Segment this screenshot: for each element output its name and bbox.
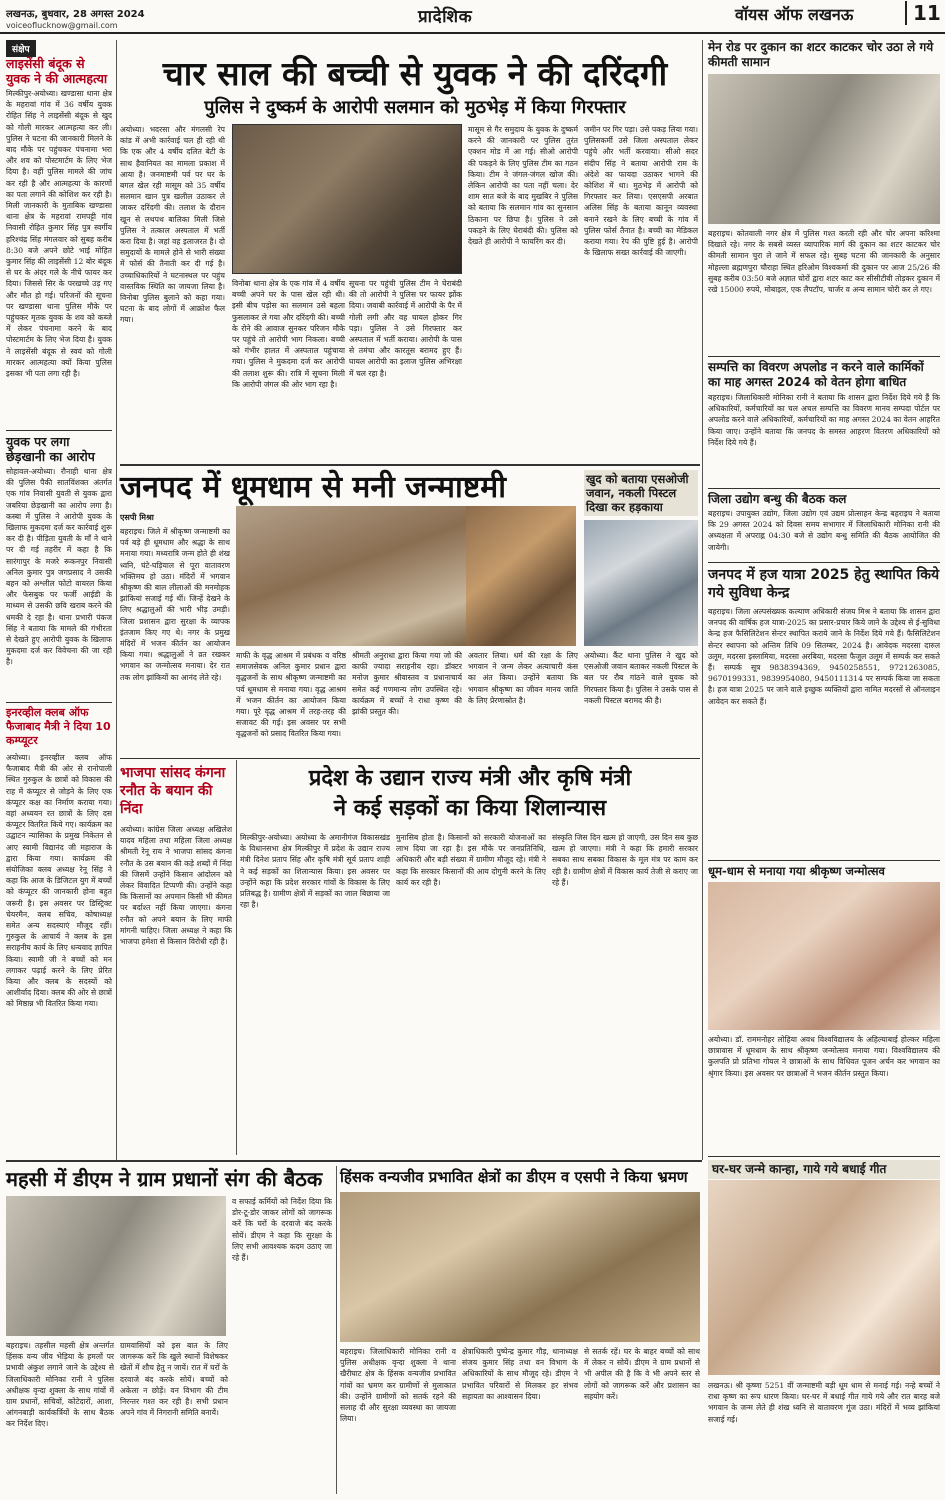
haj-body: बहराइच। जिला अल्पसंख्यक कल्याण अधिकारी संजय मिश्र ने बताया कि शासन द्वारा जनपद की वार्षिक हज यात्रा-2025 का प्रसार-प्रचार किये जाने के उद्देश्य से ई-सुविधा केन्द्र हज फैसिलिटेशन सेन्टर स्थापित कराये जाने के निर्देश दिये गये हैं। फैसिलिटेशन सेन्टर स्थापना को अन्तिम तिथि 09 सितम्बर, 2024 है। आवेदक मदरसा दारुल उलूम, मदरसा इस्लामिया, मदरसा अरबिया, मदरसा फैजुल उलूम में सम्पर्क कर सकते हैं। सम्पर्क सूत्र 9838394369, 9450258551, 9721263085, 9670199331, 9839954080, 9450111314 पर सम्पर्क किया जा सकता है। हज यात्रा 2025 पर जाने वाले इच्छुक व्यक्तियों द्वारा नामित मदरसों से ऑनलाइन आवेदन कर सकते हैं। — [708, 607, 940, 706]
wildlife-body-3: से सतर्क रहें। घर के बाहर बच्चों को साथ में लेकर न सोयें। डीएम ने ग्राम प्रधानों से भी अपील की है कि वे भी अपने स्तर से लोगों को जागरूक करें और प्रशासन का सहयोग करें। — [584, 1347, 700, 1401]
mahsi-body-1: बहराइच। तहसील महसी क्षेत्र अन्तर्गत हिंसक वन्य जीव भेड़िया के हमलों पर प्रभावी अंकुश लगाने जाने के उद्देश्य से जिलाधिकारी मोनिका रानी ने पुलिस अधीक्षक वृन्दा शुक्ला के साथ गांवों में ग्राम प्रधानों, सचिवों, कोटेदारों, आशा, आंगनबाड़ी कार्यकर्त्रियों के साथ बैठक कर निर्देश दिए। — [6, 1341, 114, 1429]
janmashtami-photo-1 — [236, 506, 466, 646]
mahsi-body-2: ग्रामवासियों को इस बात के लिए जागरूक करें कि खुले स्थानों विशेषकर खेतों में शौच हेतु न जायें। रात में घरों के दरवाजे बंद करके सोयें। बच्चों को अकेला न छोड़ें। वन विभाग की टीम निरन्तर गश्त कर रही है। सभी प्रधान अपने गांव में निगरानी समिति बनायें। — [120, 1341, 228, 1418]
janmashtami-body-3: श्रीमती अनुराधा द्वारा किया गया जो की काफी ज्यादा सराहनीय रहा। डॉक्टर मनोज कुमार श्रीवास्तव व प्रधानाचार्य समेत कई गणमान्य लोग उपस्थित रहे। कार्यक्रम में बच्चों ने राधा कृष्ण की झांकी प्रस्तुत की। — [352, 651, 462, 717]
wildlife-body-1: बहराइच। जिलाधिकारी मोनिका रानी व पुलिस अधीक्षक वृन्दा शुक्ला ने थाना खैरीघाट क्षेत्र के हिंसक वन्यजीव प्रभावित गांवों का भ्रमण कर ग्रामीणों से मुलाकात की। उन्होंने ग्रामीणों को सतर्क रहने की सलाह दी और सुरक्षा व्यवस्था का जायजा लिया। — [340, 1347, 456, 1424]
mahsi-body-3: व सफाई कर्मियों को निर्देश दिया कि डोर-टू-डोर जाकर लोगों को जागरूक करें कि घरों के दरवाजे बंद करके सोयें। डीएम ने कहा कि सुरक्षा के लिए सभी आवश्यक कदम उठाए जा रहे हैं। — [232, 1197, 332, 1263]
mahsi-meeting-headline: महसी में डीएम ने ग्राम प्रधानों संग की बैठक — [6, 1167, 323, 1191]
edition-date: लखनऊ, बुधवार, 28 अगस्त 2024 — [6, 9, 145, 20]
brand-name: वॉयस ऑफ लखनऊ — [735, 5, 854, 24]
kangana-headline: भाजपा सांसद कंगना रनौत के बयान की निंदा — [120, 765, 226, 817]
sog-arrest-photo — [584, 520, 698, 646]
minister-body-1: मिल्कीपुर-अयोध्या। अयोध्या के अमानीगंज विकासखंड के विधानसभा क्षेत्र मिल्कीपुर में प्रदेश के उद्यान राज्य मंत्री दिनेश प्रताप सिंह और कृषि मंत्री सूर्य प्रताप शाही ने कई सड़कों का शिलान्यास किया। इस अवसर पर उन्होंने कहा कि प्रदेश सरकार गांवों के विकास के लिए प्रतिबद्ध है। ग्रामीण क्षेत्रों में सड़कों का जाल बिछाया जा रहा है। — [240, 833, 390, 910]
theft-photo — [708, 74, 940, 224]
wildlife-visit-photo — [340, 1192, 700, 1342]
minister-body-3: संस्कृति जिस दिन खत्म हो जाएगी, उस दिन सब कुछ खत्म हो जाएगा। मंत्री ने कहा कि हमारी सरकार सबका साथ सबका विकास के मूल मंत्र पर काम कर रही है। ग्रामीण क्षेत्रों में विकास कार्य तेजी से कराए जा रहे हैं। — [552, 833, 698, 887]
janmashtami-body-4: अवतार लिया। धर्म की रक्षा के लिए भगवान ने जन्म लेकर अत्याचारी कंस का अंत किया। उन्होंने बताया कि भगवान श्रीकृष्ण का जीवन मानव जाति के लिए प्रेरणास्रोत है। — [468, 651, 578, 705]
lead-subheadline: पुलिस ने दुष्कर्म के आरोपी सलमान को मुठभेड़ में किया गिरफ्तार — [204, 97, 626, 118]
lead-body-2: विनोबा थाना क्षेत्र के एक गांव में 4 वर्षीय बच्ची अपने घर के पास खेल रही थी। इसी बीच पड़ोस का सलमान उसे बहला फुसलाकर ले गया और दरिंदगी की। बच्ची के रोने की आवाज सुनकर परिजन मौके पर पहुंचे तो आरोपी भाग निकला। बच्ची को गंभीर हालत में अस्पताल पहुंचाया गया। पुलिस ने मुकदमा दर्ज कर आरोपी की तलाश शुरू की। रात्रि में सूचना मिली कि आरोपी जंगल की ओर भाग रहा है। — [232, 279, 345, 389]
janmashtami-byline: एसपी मिश्रा — [120, 513, 154, 522]
minister-headline-1: प्रदेश के उद्यान राज्य मंत्री और कृषि मंत्री — [308, 766, 632, 791]
janmashtami-headline: जनपद में धूमधाम से मनी जन्माष्टमी — [120, 470, 506, 505]
brief-tag: संक्षेप — [6, 40, 36, 57]
page-number: 11 — [905, 1, 941, 25]
brief-headline-1: लाइसेंसी बंदूक से युवक ने की आत्महत्या — [6, 56, 108, 86]
section-title: प्रादेशिक — [418, 7, 473, 27]
janmashtami-photo-2 — [466, 506, 576, 646]
kanha-body: लखनऊ। श्री कृष्णा 5251 वीं जन्माष्टमी बड़ी धूम धाम से मनाई गई। नन्हे बच्चों ने राधा कृष्ण का रूप धारण किया। घर-घर में बधाई गीत गाये गये और रात बारह बजे भगवान के जन्म लेते ही शंख ध्वनि से वातावरण गूंज उठा। मंदिरों में भव्य झांकियां सजाई गई। — [708, 1381, 940, 1424]
brief-body-1: मिल्कीपुर-अयोध्या। खण्डासा थाना क्षेत्र के महरावां गांव में 36 वर्षीय युवक रोहित सिंह ने लाइसेंसी बंदूक से खुद को गोली मारकर आत्महत्या कर ली। पुलिस ने घटना की जानकारी मिलने के बाद मौके पर पहुंचकर पंचनामा भरा और शव को पोस्टमार्टम के लिए भेज दिया है। वहीं पुलिस मामले की जांच कर रही है और आत्महत्या के कारणों का पता लगाने की कोशिश कर रही है। मिली जानकारी के मुताबिक खण्डासा थाना क्षेत्र के महरावां रामपट्टी गांव निवासी रोहित कुमार सिंह पुत्र स्वर्गीय हरिश्चंद्र सिंह मंगलवार को सुबह करीब 8:30 बजे अपने छोटे भाई मोहित कुमार सिंह की लाइसेंसी 12 बोर बंदूक से घर के अंदर गले के नीचे फायर कर दिया। जिससे सिर के परखच्चे उड़ गए और मौत हो गई। परिजनों की सूचना पर खण्डासा थाना पुलिस मौके पर पहुंचकर मृतक युवक के शव को कब्जे में लेकर पंचनामा करने के बाद पोस्टमार्टम के लिए भेज दिया है। युवक ने लाइसेंसी बंदूक से स्वयं को गोली मारकर आत्महत्या क्यों किया पुलिस इसका भी पता लगा रही है। — [6, 89, 112, 379]
lead-headline: चार साल की बच्ची से युवक ने की दरिंदगी — [162, 54, 668, 93]
lead-body-3: सूचना पर पहुंची पुलिस टीम ने घेराबंदी की तो आरोपी ने पुलिस पर फायर झोंक दिया। जवाबी कार्रवाई में आरोपी के पैर में गोली लगी और वह घायल होकर गिर पड़ा। पुलिस ने उसे गिरफ्तार कर अस्पताल में भर्ती कराया। आरोपी के पास से तमंचा और कारतूस बरामद हुए हैं। घायल आरोपी का इलाज पुलिस अभिरक्षा में चल रहा है। — [349, 279, 462, 378]
theft-body: बहराइच। कोतवाली नगर क्षेत्र में पुलिस गश्त करती रही और चोर अपना करिश्मा दिखाते रहे। नगर के सबसे व्यस्त व्यापारिक मार्ग की दुकान का शटर काटकर चोर कीमती सामान चुरा ले जाने में सफल रहे। सुबह घटना की जानकारी के अनुसार मोहल्ला ब्रह्मणपुरा चौराहा स्थित हरिओम विश्वकर्मा की दुकान पर आज 25/26 की सुबह करीब 03:50 बजे अज्ञात चोरों द्वारा शटर काट कर सीसीटीवी तोड़कर दुकान में रखे 15000 रुपये, मोबाइल, एक लैपटॉप, चार्जर व अन्य सामान चोरी कर ले गए। — [708, 229, 940, 295]
krishna-utsav-headline: धूम-धाम से मनाया गया श्रीकृष्ण जन्मोत्सव — [708, 864, 885, 878]
page-header — [0, 0, 945, 34]
kanha-photo — [708, 1180, 940, 1375]
sog-headline: खुद को बताया एसओजी जवान, नकली पिस्टल दिखा कर हड़काया — [584, 470, 698, 516]
krishna-utsav-body: अयोध्या। डॉ. राममनोहर लोहिया अवध विश्वविद्यालय के अहिल्याबाई होल्कर महिला छात्रावास में धूमधाम के साथ श्रीकृष्ण जन्मोत्सव मनाया गया। विश्वविद्यालय की कुलपति प्रो प्रतिभा गोयल ने छात्राओं के साथ विधिवत पूजन अर्चन कर भगवान का श्रृंगार किया। इस अवसर पर छात्राओं ने भजन कीर्तन प्रस्तुत किया। — [708, 1035, 940, 1078]
mahsi-meeting-photo — [6, 1196, 226, 1336]
minister-headline-2: ने कई सड़कों का किया शिलान्यास — [333, 796, 607, 821]
lead-body-1: अयोध्या। भदरसा और मंगलसी रेप कांड में अभी कार्रवाई चल ही रही थी कि एक और 4 वर्षीय दलित बेटी के साथ हैवानियत का मामला प्रकाश में आया है। जनमाष्टमी पर्व पर घर के बगल खेल रही मासूम को 35 वर्षीय सलमान खान पुत्र खलील उठाकर ले जाकर दरिंदगी की। तलाश के दौरान खून से लथपथ बालिका मिली जिसे पुलिस ने तत्काल अस्पताल में भर्ती करा दिया है। जहां वह इलाजरत है। दो समुदायों के मामले होने से भारी संख्या में फोर्स की तैनाती कर दी गई है। उच्चाधिकारियों ने घटनास्थल पर पहुंच वास्तविक स्थिति का जायजा लिया है। विनोबा पुलिस बुलाने को कहा गया। घटना के बाद लोगों में आक्रोश फैल गया। — [120, 125, 225, 325]
janmashtami-body-2: माफी के वृद्ध आश्रम में प्रबंधक व वरिष्ठ समाजसेवक अनिल कुमार प्रधान द्वारा वृद्धजनों के साथ श्रीकृष्ण जन्माष्टमी का पर्व धूमधाम से मनाया गया। वृद्ध आश्रम में भजन कीर्तन का आयोजन किया गया। पूरे वृद्ध आश्रम में तरह-तरह की सजावट की गई। इस अवसर पर सभी वृद्धजनों को प्रसाद वितरित किया गया। — [236, 651, 346, 739]
wildlife-visit-headline: हिंसक वन्यजीव प्रभावित क्षेत्रों का डीएम व एसपी ने किया भ्रमण — [340, 1168, 688, 1186]
salary-body: बहराइच। जिलाधिकारी मोनिका रानी ने बताया कि शासन द्वारा निर्देश दिये गये हैं कि अधिकारियों, कर्मचारियों का चल अचल सम्पत्ति का विवरण मानव सम्पदा पोर्टल पर अपलोड करने वाले अधिकारियों, कर्मचारियों का माह अगस्त 2024 का वेतन आहरित किया जाए। उन्होंने बताया कि जनपद के समस्त आहरण वितरण अधिकारियों को निर्देश दिये गये हैं। — [708, 393, 940, 447]
udyog-body: बहराइच। उपायुक्त उद्योग, जिला उद्योग एवं उद्यम प्रोत्साहन केन्द्र बहराइच ने बताया कि 29 अगस्त 2024 को दिवस समय सभागार में जिलाधिकारी मोनिका रानी की अध्यक्षता में अपराह्न 04:30 बजे से उद्योग बन्धु समिति की बैठक आयोजित की जायेगी। — [708, 509, 940, 552]
salary-headline: सम्पत्ति का विवरण अपलोड न करने वाले कार्मिकों का माह अगस्त 2024 को वेतन होगा बाधित — [708, 360, 924, 389]
lead-body-5: जमीन पर गिर पड़ा। उसे पकड़ लिया गया। पुलिसकर्मी उसे जिला अस्पताल लेकर पहुंचे और भर्ती करवाया। सीओ सदर संदीप सिंह ने बताया आरोपी राम के अंदेशे का फायदा उठाकर भागने की कोशिश में था। मुठभेड़ में आरोपी को गिरफ्तार कर लिया। एसएसपी अरबात अलिस सिंह के बताया कानून व्यवस्था बनाने रखने के लिए बच्ची के गांव में पुलिस फोर्स तैनात है। बच्ची का मेडिकल कराया गया। रेप की पुष्टि हुई है। आरोपी के खिलाफ सख्त कार्रवाई की जाएगी। — [584, 125, 698, 258]
minister-body-2: मुनासिब होता है। किसानों को सरकारी योजनाओं का लाभ दिया जा रहा है। इस मौके पर जनप्रतिनिधि, अधिकारी और बड़ी संख्या में ग्रामीण मौजूद रहे। मंत्री ने कहा कि सरकार किसानों की आय दोगुनी करने के लिए कार्य कर रही है। — [396, 833, 546, 887]
brief-body-3: अयोध्या। इनरव्हील क्लब ऑफ फैजाबाद मैत्री की ओर से रानोपाली स्थित गुरुकुल के छात्रों को विकास की राह में कंप्यूटर से जोड़ने के लिए एक कंप्यूटर कक्ष का निर्माण कराया गया। वहां अध्ययन रत छात्रों के लिए दस कंप्यूटर वितरित किये गए। कार्यक्रम का उद्घाटन न्यासिका के प्रमुख निकेतन से आए स्वामी विद्यानंद जी महाराज के द्वारा किया गया। कार्यक्रम की संयोजिका क्लब अध्यक्ष रेनू सिंह ने कहा कि आज के डिजिटल युग में बच्चों को कंप्यूटर की जानकारी होना बहुत जरूरी है। इस अवसर पर डिस्ट्रिक्ट चेयरमैन, क्लब सचिव, कोषाध्यक्ष समेत अन्य सदस्याएं मौजूद रहीं। गुरुकुल के आचार्य ने क्लब के इस सराहनीय कार्य के लिए धन्यवाद ज्ञापित किया। स्वामी जी ने बच्चों को मन लगाकर पढ़ाई करने के लिए प्रेरित किया और क्लब के सदस्यों को आशीर्वाद दिया। क्लब की ओर से छात्रों को मिष्ठान्न भी वितरित किया गया। — [6, 753, 112, 1009]
kanha-headline: घर-घर जन्मे कान्हा, गाये गये बधाई गीत — [708, 1160, 940, 1179]
udyog-headline: जिला उद्योग बन्धु की बैठक कल — [708, 492, 847, 506]
janmashtami-body-5: अयोध्या। कैंट थाना पुलिस ने खुद को एसओजी जवान बताकर नकली पिस्टल के बल पर रौब गांठने वाले युवक को गिरफ्तार किया है। पुलिस ने उसके पास से नकली पिस्टल बरामद की है। — [584, 651, 698, 705]
brief-headline-2: युवक पर लगा छेड़खानी का आरोप — [6, 434, 95, 464]
lead-photo-police — [232, 124, 462, 274]
brief-headline-3: इनरव्हील क्लब ऑफ फैजाबाद मैत्री ने दिया 10 कम्प्यूटर — [6, 706, 111, 747]
theft-headline: मेन रोड पर दुकान का शटर काटकर चोर उठा ले गये कीमती सामान — [708, 40, 934, 69]
wildlife-body-2: क्षेत्राधिकारी पुष्पेन्द्र कुमार गौड़, थानाध्यक्ष संजय कुमार सिंह तथा वन विभाग के अधिकारियों के साथ मौजूद रहे। डीएम ने प्रभावित परिवारों से मिलकर हर संभव सहायता का आश्वासन दिया। — [462, 1347, 578, 1401]
kangana-body: अयोध्या। कांग्रेस जिला अध्यक्ष अखिलेश यादव महिला तथा महिला जिला अध्यक्ष श्रीमती रेनू राय ने भाजपा सांसद कंगना रनौत के उस बयान की कड़े शब्दों में निंदा की जिसमें उन्होंने किसान आंदोलन को लेकर विवादित टिप्पणी की। उन्होंने कहा कि किसानों का अपमान किसी भी कीमत पर बर्दाश्त नहीं किया जाएगा। कंगना रनौत को अपने बयान के लिए माफी मांगनी चाहिए। जिला अध्यक्ष ने कहा कि भाजपा हमेशा से किसान विरोधी रही है। — [120, 825, 232, 947]
krishna-utsav-photo — [708, 882, 940, 1030]
website[interactable]: voiceoflucknow@gmail.com — [6, 21, 118, 30]
haj-headline: जनपद में हज यात्रा 2025 हेतु स्थापित किये गये सुविधा केन्द्र — [708, 567, 940, 601]
janmashtami-body-1: बहराइच। जिले में श्रीकृष्ण जन्माष्टमी का पर्व बड़े ही धूमधाम और श्रद्धा के साथ मनाया गया। मध्यरात्रि जन्म होते ही शंख ध्वनि, घंटे-घड़ियाल से पूरा वातावरण भक्तिमय हो उठा। मंदिरों में भगवान श्रीकृष्ण की बाल लीलाओं की मनमोहक झांकियां सजाई गई थीं। जिन्हें देखने के लिए श्रद्धालुओं की भारी भीड़ उमड़ी। जिला प्रशासन द्वारा सुरक्षा के व्यापक इंतजाम किए गए थे। नगर के प्रमुख मंदिरों में भजन कीर्तन का आयोजन किया गया। श्रद्धालुओं ने व्रत रखकर भगवान का जन्मोत्सव मनाया। देर रात तक लोग झांकियों का आनंद लेते रहे। — [120, 527, 230, 682]
brief-body-2: सोहावल-अयोध्या। रौनाही थाना क्षेत्र की पुलिस पैकी सातविंशक्त अंतर्गत एक गांव निवासी युवती से युवक द्वारा जबरिया छेड़खानी का आरोप लगा है। कस्बा में पुलिस ने आरोपी युवक के खिलाफ मुकदमा दर्ज कर कार्रवाई शुरू कर दी है। पीड़िता युवती के माँ ने थाने पर दी गई तहरीर में कहा है कि सारंगापुर के मजरे रूकनपुर निवासी अनिल कुमार पुत्र जगप्रसाद ने उसकी बहन को अश्लील फोटो वायरल किया और फेसबुक पर फर्जी आईडी के माध्यम से उसकी छवि खराब करने की धमकी दे रहा है। थाना प्रभारी पंकज सिंह ने बताया कि मामले की गंभीरता से देखते हुए आरोपी युवक के खिलाफ मुकदमा दर्ज कर विवेचना की जा रही है। — [6, 467, 112, 667]
lead-body-4: मासूम से गैर समुदाय के युवक के दुष्कर्म करने की जानकारी पर पुलिस तुरंत एक्शन मोड में आ गई। सीओ आरोपी की पकड़ने के लिए पुलिस टीम का गठन किया। टीम ने जंगल-जंगल खोज की। लेकिन आरोपी का पता नहीं चला। देर शाम सात बजे के बाद मुखबिर ने पुलिस को बताया कि सलमान गांव का सुनसान ठिकाना पर छिपा है। पुलिस ने उसे पकड़ने के लिए घेराबंदी की। पुलिस को देखते ही आरोपी ने फायरिंग कर दी। — [468, 125, 578, 247]
